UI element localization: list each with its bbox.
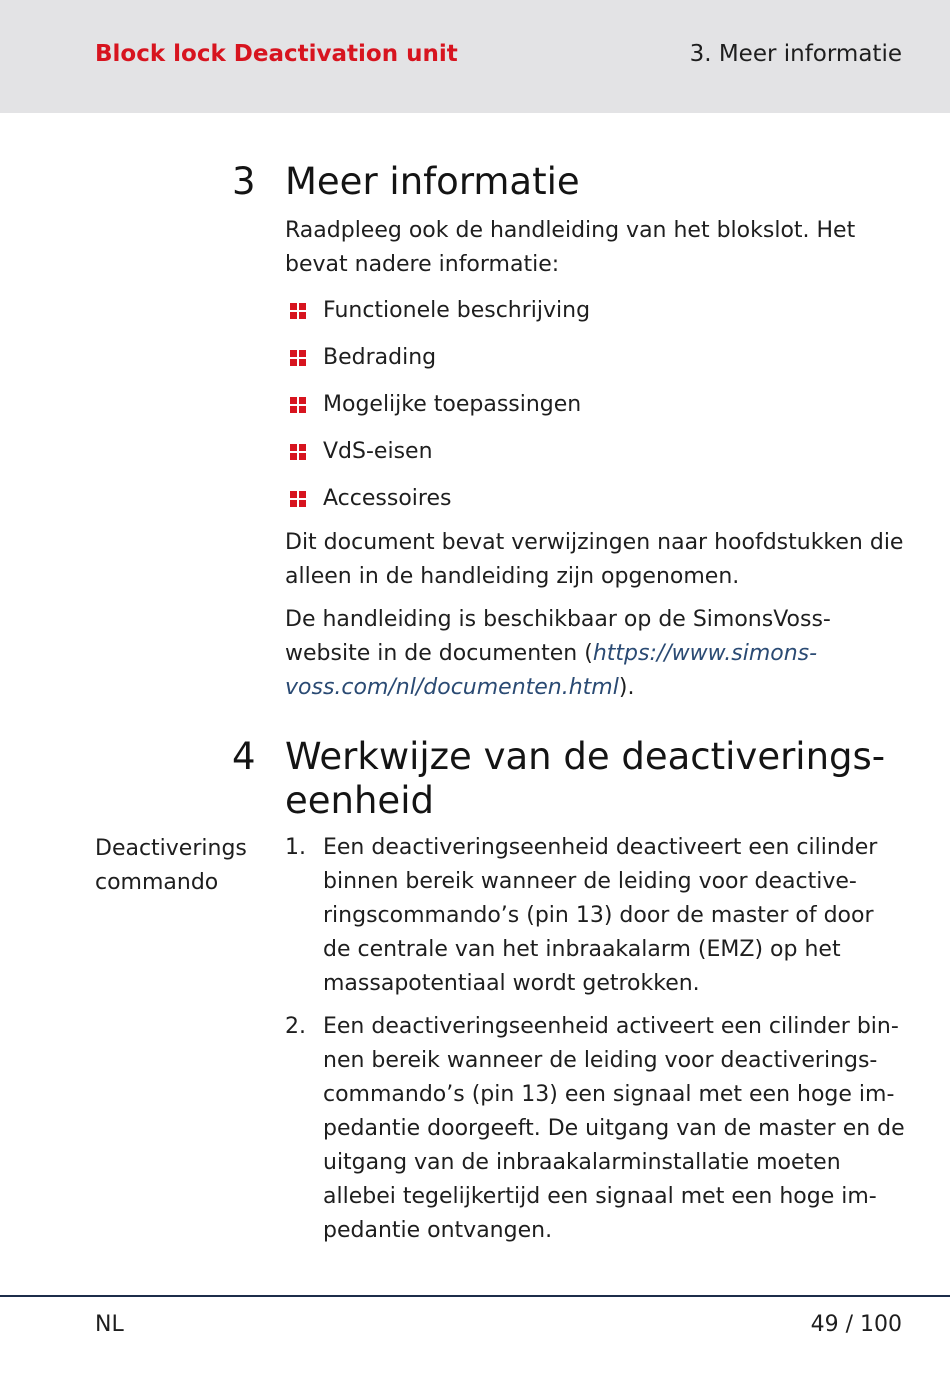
footer-divider bbox=[0, 1295, 950, 1297]
margin-note: Deactiverings commando bbox=[95, 836, 247, 895]
list-item bbox=[290, 294, 900, 328]
bullet-text: Accessoires bbox=[323, 486, 452, 511]
bullet-icon bbox=[290, 491, 306, 507]
bullet-text: Mogelijke toepassingen bbox=[323, 392, 582, 417]
bullet-icon bbox=[290, 444, 306, 460]
list-item bbox=[290, 482, 900, 516]
list-item-number: 1. bbox=[285, 835, 306, 860]
bullet-text: Functionele beschrijving bbox=[323, 298, 591, 323]
header-section-title: 3. Meer informatie bbox=[689, 41, 902, 67]
section-4-title: Werkwijze van de deactiverings-eenheid bbox=[285, 735, 886, 822]
list-item bbox=[290, 341, 900, 375]
list-item bbox=[290, 435, 900, 469]
numbered-list-item bbox=[285, 1010, 905, 1248]
numbered-list-item bbox=[285, 831, 905, 1001]
bullet-icon bbox=[290, 303, 306, 319]
footer-language: NL bbox=[95, 1312, 124, 1337]
section-3-paragraph: Dit document bevat verwijzingen naar hoofdstukken die alleen in de handleiding zijn opgenomen. bbox=[285, 530, 904, 589]
bullet-icon bbox=[290, 350, 306, 366]
list-item-text: Een deactiveringseenheid deactiveert een cilinder binnen bereik wanneer de leiding voor deactive-ringscommando’s (pin 13) door de master of door de centrale van het inbraakalarm (EMZ) op het massapotentiaal wordt getrokken. bbox=[323, 835, 878, 996]
section-3-intro: Raadpleeg ook de handleiding van het blokslot. Het bevat nadere informatie: bbox=[285, 218, 856, 277]
list-item-text: Een deactiveringseenheid activeert een cilinder bin-nen bereik wanneer de leiding voor deactiverings-commando’s (pin 13) een signaal met een hoge im-pedantie doorgeeft. De uitgang van de master en de uitgang van de inbraakalarminstallatie moeten allebei tegelijkertijd een signaal met een hoge im-pedantie ontvangen. bbox=[323, 1014, 905, 1243]
footer-page-number: 49 / 100 bbox=[810, 1312, 902, 1337]
availability-text-pre: De handleiding is beschikbaar op de SimonsVoss-website in de documenten ( bbox=[285, 607, 831, 666]
section-3-title: Meer informatie bbox=[285, 160, 580, 203]
list-item-number: 2. bbox=[285, 1014, 306, 1039]
header-product-title: Block lock Deactivation unit bbox=[95, 41, 458, 67]
section-4-number: 4 bbox=[232, 735, 256, 778]
documents-link[interactable]: https://www.simons-voss.com/nl/documenten.html bbox=[285, 641, 818, 700]
bullet-icon bbox=[290, 397, 306, 413]
page-header bbox=[0, 0, 950, 113]
availability-text-post: ). bbox=[618, 675, 635, 700]
section-3-number: 3 bbox=[232, 160, 256, 203]
section-3-availability-paragraph bbox=[285, 603, 905, 705]
bullet-text: Bedrading bbox=[323, 345, 437, 370]
list-item bbox=[290, 388, 900, 422]
bullet-text: VdS-eisen bbox=[323, 439, 433, 464]
